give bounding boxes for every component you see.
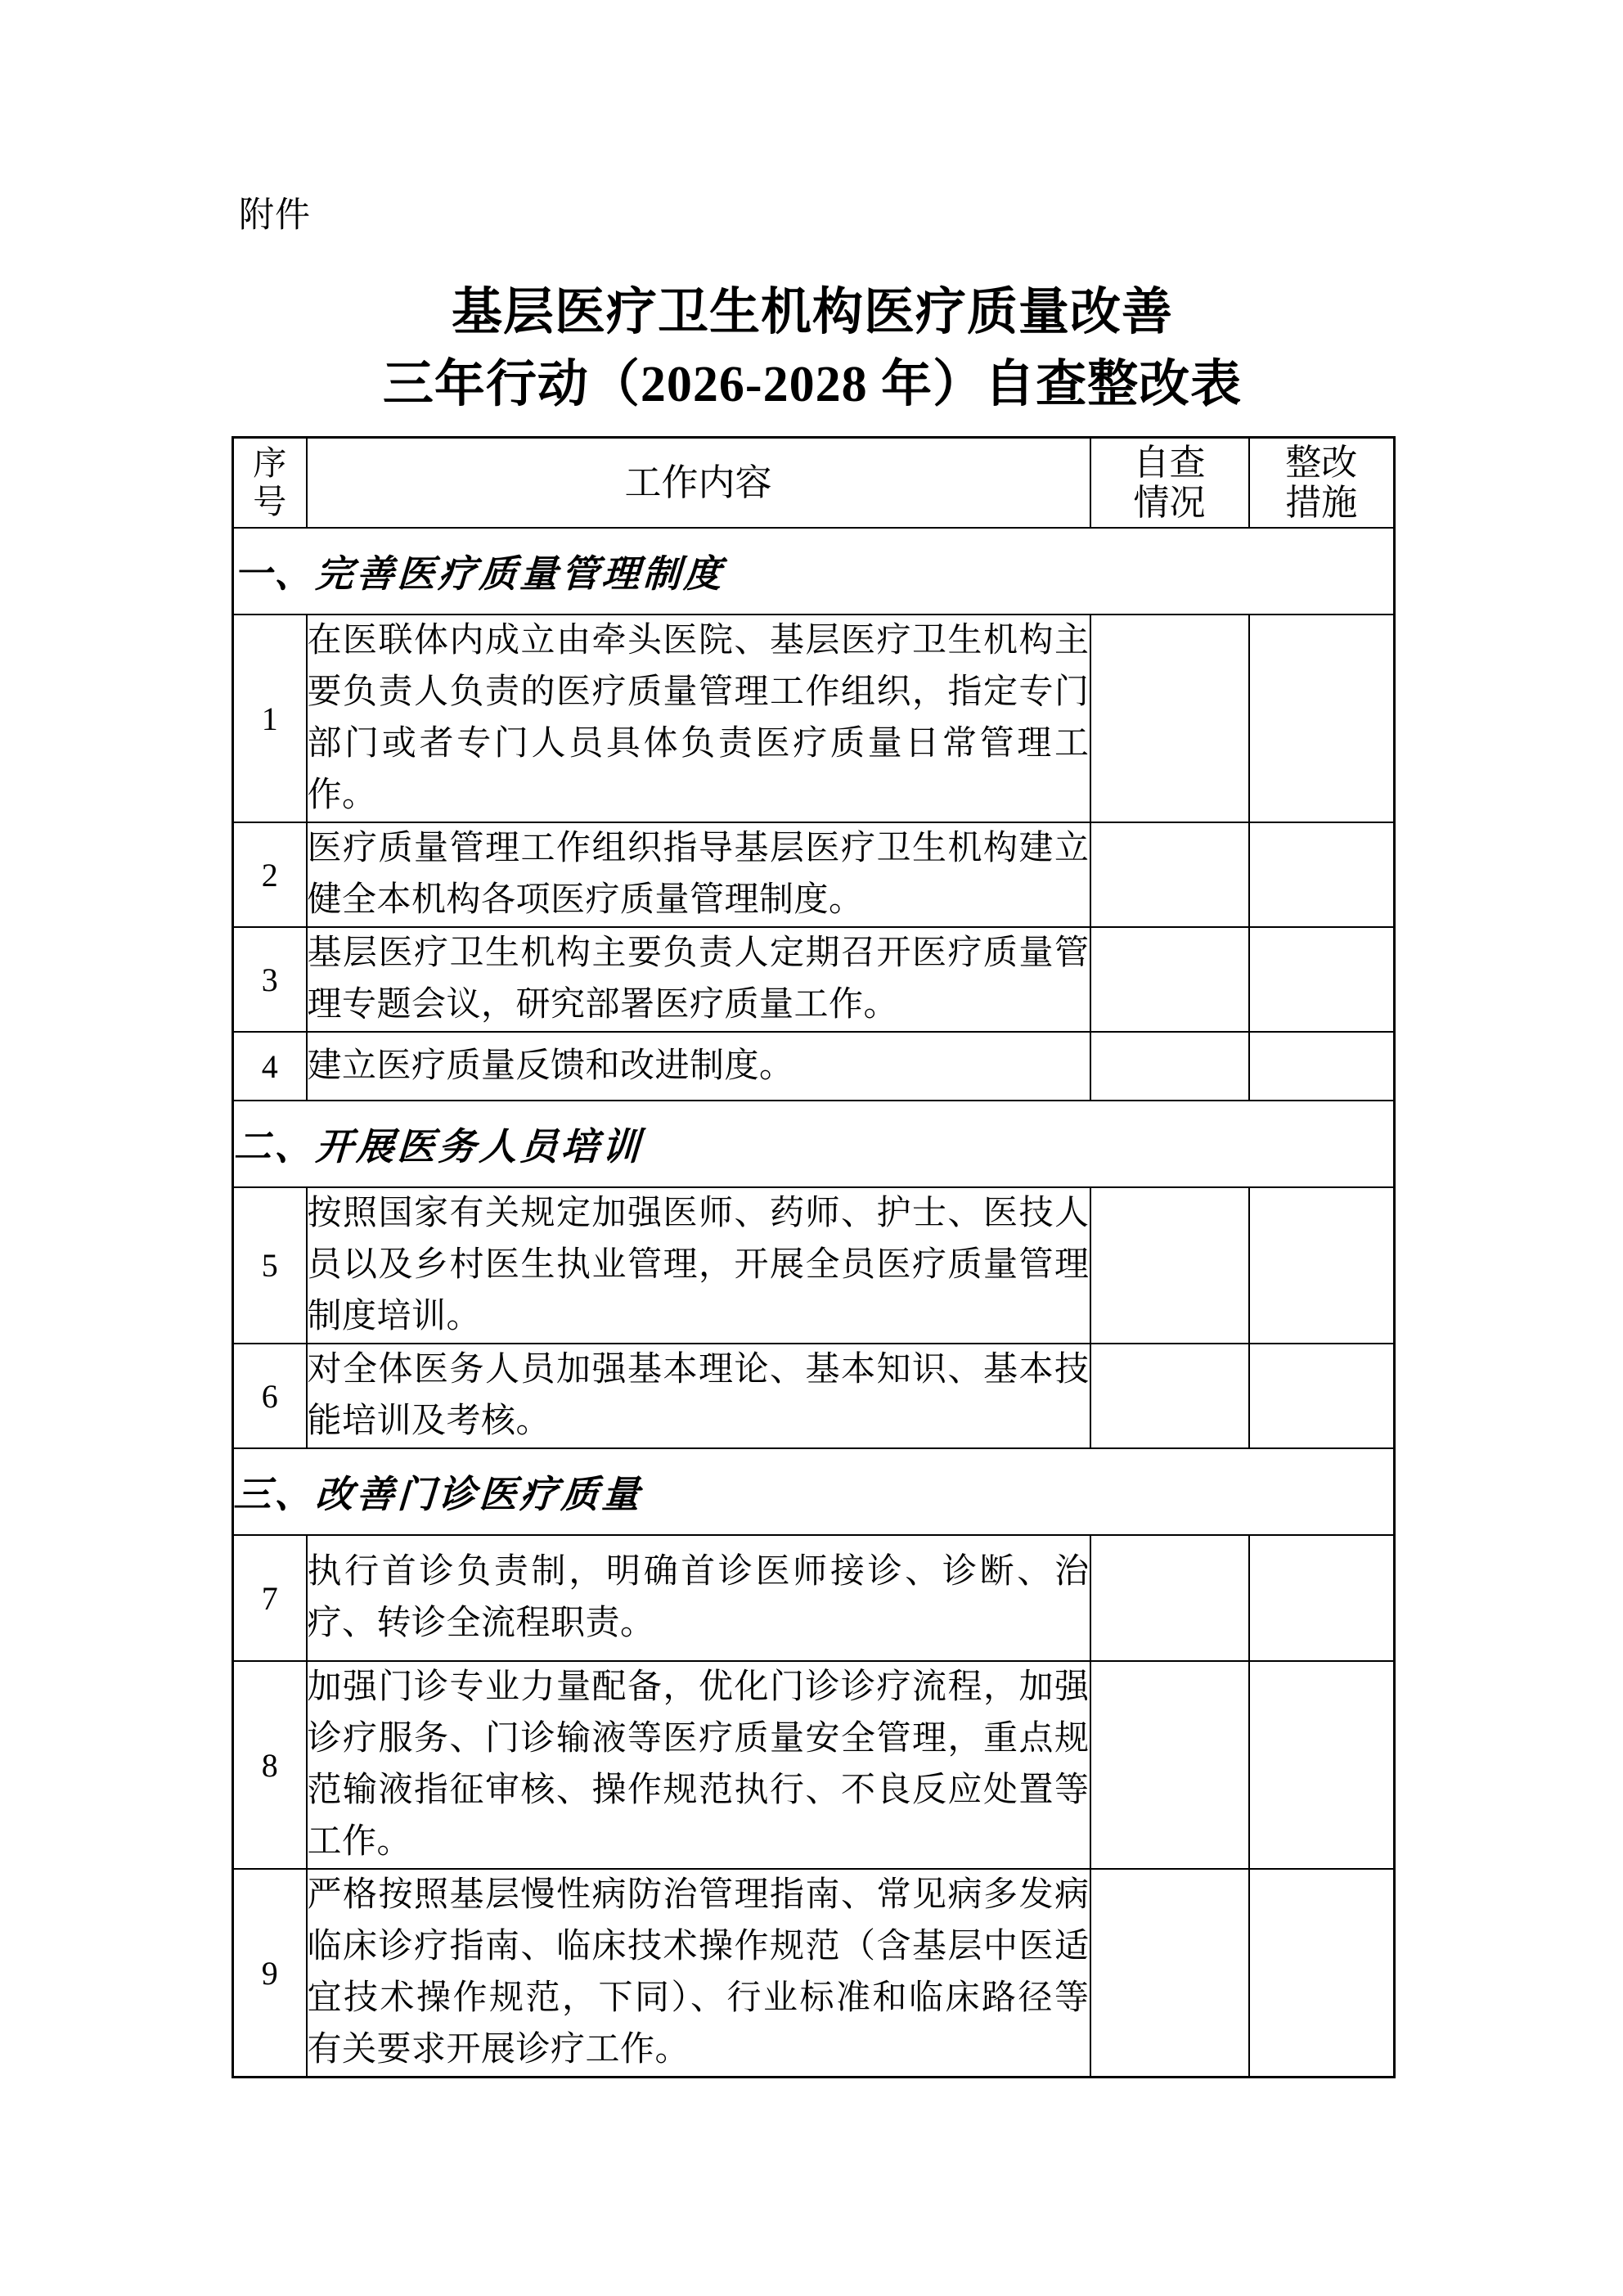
row-number: 8 <box>233 1661 307 1869</box>
table-row <box>233 1032 1395 1101</box>
row-content <box>307 1869 1090 2078</box>
row-action-cell[interactable] <box>1249 1032 1395 1101</box>
row-content <box>307 927 1090 1032</box>
row-content-text: 执行首诊负责制，明确首诊医师接诊、诊断、治疗、转诊全流程职责。 <box>307 1553 1090 1642</box>
column-header-no <box>233 438 307 529</box>
table-row <box>233 1661 1395 1869</box>
column-header-status-line2: 情况 <box>1133 483 1206 523</box>
table-row <box>233 1869 1395 2078</box>
section-header-cell-1 <box>233 528 1395 615</box>
table-row <box>233 615 1395 822</box>
row-status-cell[interactable] <box>1090 615 1249 822</box>
row-status-cell[interactable] <box>1090 1535 1249 1661</box>
row-action-cell[interactable] <box>1249 822 1395 927</box>
audit-table-body <box>233 438 1395 2078</box>
section-header-row <box>233 1448 1395 1535</box>
row-status-cell[interactable] <box>1090 822 1249 927</box>
row-number: 5 <box>233 1187 307 1344</box>
section-label-2: 二、开展医务人员培训 <box>232 1125 645 1168</box>
row-content <box>307 1344 1090 1448</box>
row-content <box>307 1661 1090 1869</box>
row-content <box>307 615 1090 822</box>
section-header-row <box>233 528 1395 615</box>
row-status-cell[interactable] <box>1090 1187 1249 1344</box>
row-action-cell[interactable] <box>1249 1535 1395 1661</box>
row-action-cell[interactable] <box>1249 1187 1395 1344</box>
section-header-cell-3 <box>233 1448 1395 1535</box>
column-header-status-line1: 自查 <box>1133 442 1206 483</box>
page-title <box>232 277 1393 421</box>
table-row <box>233 927 1395 1032</box>
table-row <box>233 1187 1395 1344</box>
table-row <box>233 822 1395 927</box>
row-number: 6 <box>233 1344 307 1448</box>
column-header-status <box>1090 438 1249 529</box>
page-title-line-2: 三年行动（2026-2028 年）自查整改表 <box>382 357 1243 413</box>
row-content <box>307 1032 1090 1101</box>
row-status-cell[interactable] <box>1090 1344 1249 1448</box>
column-header-no-line2: 号 <box>253 483 287 520</box>
row-content-text: 按照国家有关规定加强医师、药师、护士、医技人员以及乡村医生执业管理，开展全员医疗质量管理制度培训。 <box>307 1195 1090 1335</box>
row-status-cell[interactable] <box>1090 1869 1249 2078</box>
row-content-text: 对全体医务人员加强基本理论、基本知识、基本技能培训及考核。 <box>307 1351 1090 1440</box>
row-content <box>307 1535 1090 1661</box>
row-number: 7 <box>233 1535 307 1661</box>
column-header-no-line1: 序 <box>253 443 287 482</box>
audit-table <box>232 436 1396 2078</box>
row-action-cell[interactable] <box>1249 615 1395 822</box>
table-row <box>233 1344 1395 1448</box>
section-header-row <box>233 1101 1395 1187</box>
attachment-label: 附件 <box>239 196 311 235</box>
row-action-cell[interactable] <box>1249 1661 1395 1869</box>
audit-table-wrapper <box>232 436 1393 2078</box>
row-content-text: 基层医疗卫生机构主要负责人定期召开医疗质量管理专题会议，研究部署医疗质量工作。 <box>307 934 1090 1024</box>
column-header-content: 工作内容 <box>307 438 1090 529</box>
row-action-cell[interactable] <box>1249 1869 1395 2078</box>
row-status-cell[interactable] <box>1090 1032 1249 1101</box>
row-action-cell[interactable] <box>1249 1344 1395 1448</box>
row-number: 4 <box>233 1032 307 1101</box>
row-content-text: 医疗质量管理工作组织指导基层医疗卫生机构建立健全本机构各项医疗质量管理制度。 <box>307 830 1090 919</box>
row-status-cell[interactable] <box>1090 927 1249 1032</box>
table-row <box>233 1535 1395 1661</box>
page-title-line-1: 基层医疗卫生机构医疗质量改善 <box>451 285 1173 340</box>
column-header-action-line1: 整改 <box>1285 442 1358 483</box>
section-label-3: 三、改善门诊医疗质量 <box>232 1473 645 1515</box>
row-action-cell[interactable] <box>1249 927 1395 1032</box>
row-number: 2 <box>233 822 307 927</box>
row-number: 9 <box>233 1869 307 2078</box>
section-label-1: 一、完善医疗质量管理制度 <box>232 552 726 595</box>
row-content <box>307 822 1090 927</box>
section-header-cell-2 <box>233 1101 1395 1187</box>
row-content <box>307 1187 1090 1344</box>
row-number: 3 <box>233 927 307 1032</box>
row-content-text: 在医联体内成立由牵头医院、基层医疗卫生机构主要负责人负责的医疗质量管理工作组织，指定专门部门或者专门人员具体负责医疗质量日常管理工作。 <box>307 622 1090 814</box>
row-content-text: 建立医疗质量反馈和改进制度。 <box>307 1047 794 1085</box>
row-content-text: 加强门诊专业力量配备，优化门诊诊疗流程，加强诊疗服务、门诊输液等医疗质量安全管理，重点规范输液指征审核、操作规范执行、不良反应处置等工作。 <box>307 1668 1090 1861</box>
column-header-action <box>1249 438 1395 529</box>
table-header-row <box>233 438 1395 529</box>
row-status-cell[interactable] <box>1090 1661 1249 1869</box>
row-content-text: 严格按照基层慢性病防治管理指南、常见病多发病临床诊疗指南、临床技术操作规范（含基层中医适宜技术操作规范，下同）、行业标准和临床路径等有关要求开展诊疗工作。 <box>307 1876 1090 2069</box>
column-header-action-line2: 措施 <box>1285 483 1358 523</box>
row-number: 1 <box>233 615 307 822</box>
